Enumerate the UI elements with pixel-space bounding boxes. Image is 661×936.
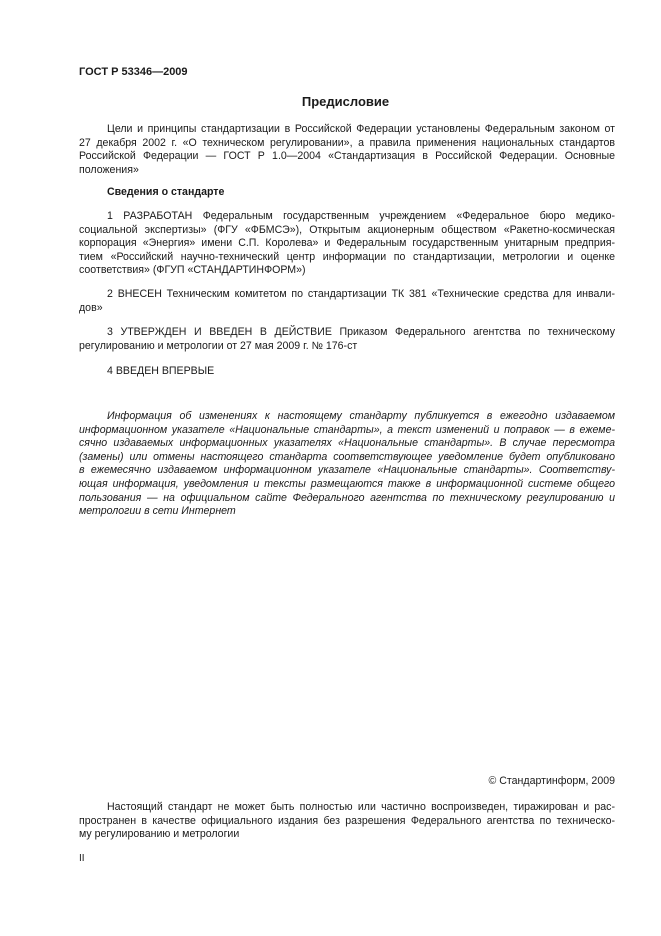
item-4: [79, 365, 615, 379]
notice-line: в ежемесячно издаваемом информационном указателе «Национальные стандарты». Соответству-: [79, 464, 615, 477]
reproduction-line: му регулированию и метрологии: [79, 828, 240, 841]
notice-paragraph: [79, 410, 615, 519]
item-line: 2 ВНЕСЕН Техническим комитетом по стандартизации ТК 381 «Технические средства для инвали-: [107, 288, 615, 300]
item-line: 3 УТВЕРЖДЕН И ВВЕДЕН В ДЕЙСТВИЕ Приказом Федерального агентства по техническому: [107, 326, 615, 338]
item-2: [79, 288, 615, 315]
intro-line: 27 декабря 2002 г. «О техническом регулировании», а правила применения национальных стандартов: [79, 136, 615, 149]
intro-line: Российской Федерации — ГОСТ Р 1.0—2004 «Стандартизация в Российской Федерации. Основные: [79, 150, 615, 163]
intro-line: положения»: [79, 163, 139, 176]
page-number: II: [79, 853, 85, 864]
document-code: ГОСТ Р 53346—2009: [79, 66, 188, 78]
notice-line: Информация об изменениях к настоящему стандарту публикуется в ежегодно издаваемом: [107, 410, 615, 422]
notice-line: ющая информация, уведомления и тексты размещаются также в информационной системе общего: [79, 477, 615, 490]
item-3: [79, 326, 615, 353]
item-line: социальной экспертизы» (ФГУ «ФБМСЭ»), Открытым акционерным обществом «Ракетно-космическая: [79, 223, 615, 236]
notice-line: пользования — на официальном сайте Федерального агентства по техническому регулированию и: [79, 491, 615, 504]
section-subheading: Сведения о стандарте: [107, 186, 225, 198]
intro-paragraph: [79, 123, 615, 177]
item-line: регулированию и метрологии от 27 мая 2009 г. № 176-ст: [79, 339, 358, 352]
intro-line: Цели и принципы стандартизации в Российской Федерации установлены Федеральным законом от: [107, 123, 615, 135]
reproduction-notice: [79, 801, 615, 842]
notice-line: информационном указателе «Национальные стандарты», а текст изменений и поправок — в ежеме-: [79, 423, 615, 436]
item-line: дов»: [79, 301, 103, 314]
item-line: тием «Российский научно-технический центр информации по стандартизации, метрологии и оценке: [79, 250, 615, 263]
item-line: корпорация «Энергия» имени С.П. Королева» и Федеральным государственным унитарным предприя-: [79, 237, 615, 250]
notice-line: метрологии в сети Интернет: [79, 505, 236, 518]
notice-line: (замены) или отмены настоящего стандарта соответствующее уведомление будет опубликовано: [79, 450, 615, 463]
reproduction-line: пространен в качестве официального издания без разрешения Федерального агентства по техническо-: [79, 814, 615, 827]
copyright-notice: © Стандартинформ, 2009: [488, 775, 615, 787]
reproduction-line: Настоящий стандарт не может быть полностью или частично воспроизведен, тиражирован и рас-: [107, 801, 615, 813]
notice-line: сячно издаваемых информационных указателях «Национальные стандарты». В случае пересмотра: [79, 437, 615, 450]
item-1: [79, 210, 615, 278]
item-line: 1 РАЗРАБОТАН Федеральным государственным учреждением «Федеральное бюро медико-: [107, 210, 615, 222]
item-line: 4 ВВЕДЕН ВПЕРВЫЕ: [107, 365, 215, 377]
item-line: соответствия» (ФГУП «СТАНДАРТИНФОРМ»): [79, 264, 306, 277]
page-title: Предисловие: [301, 94, 390, 109]
